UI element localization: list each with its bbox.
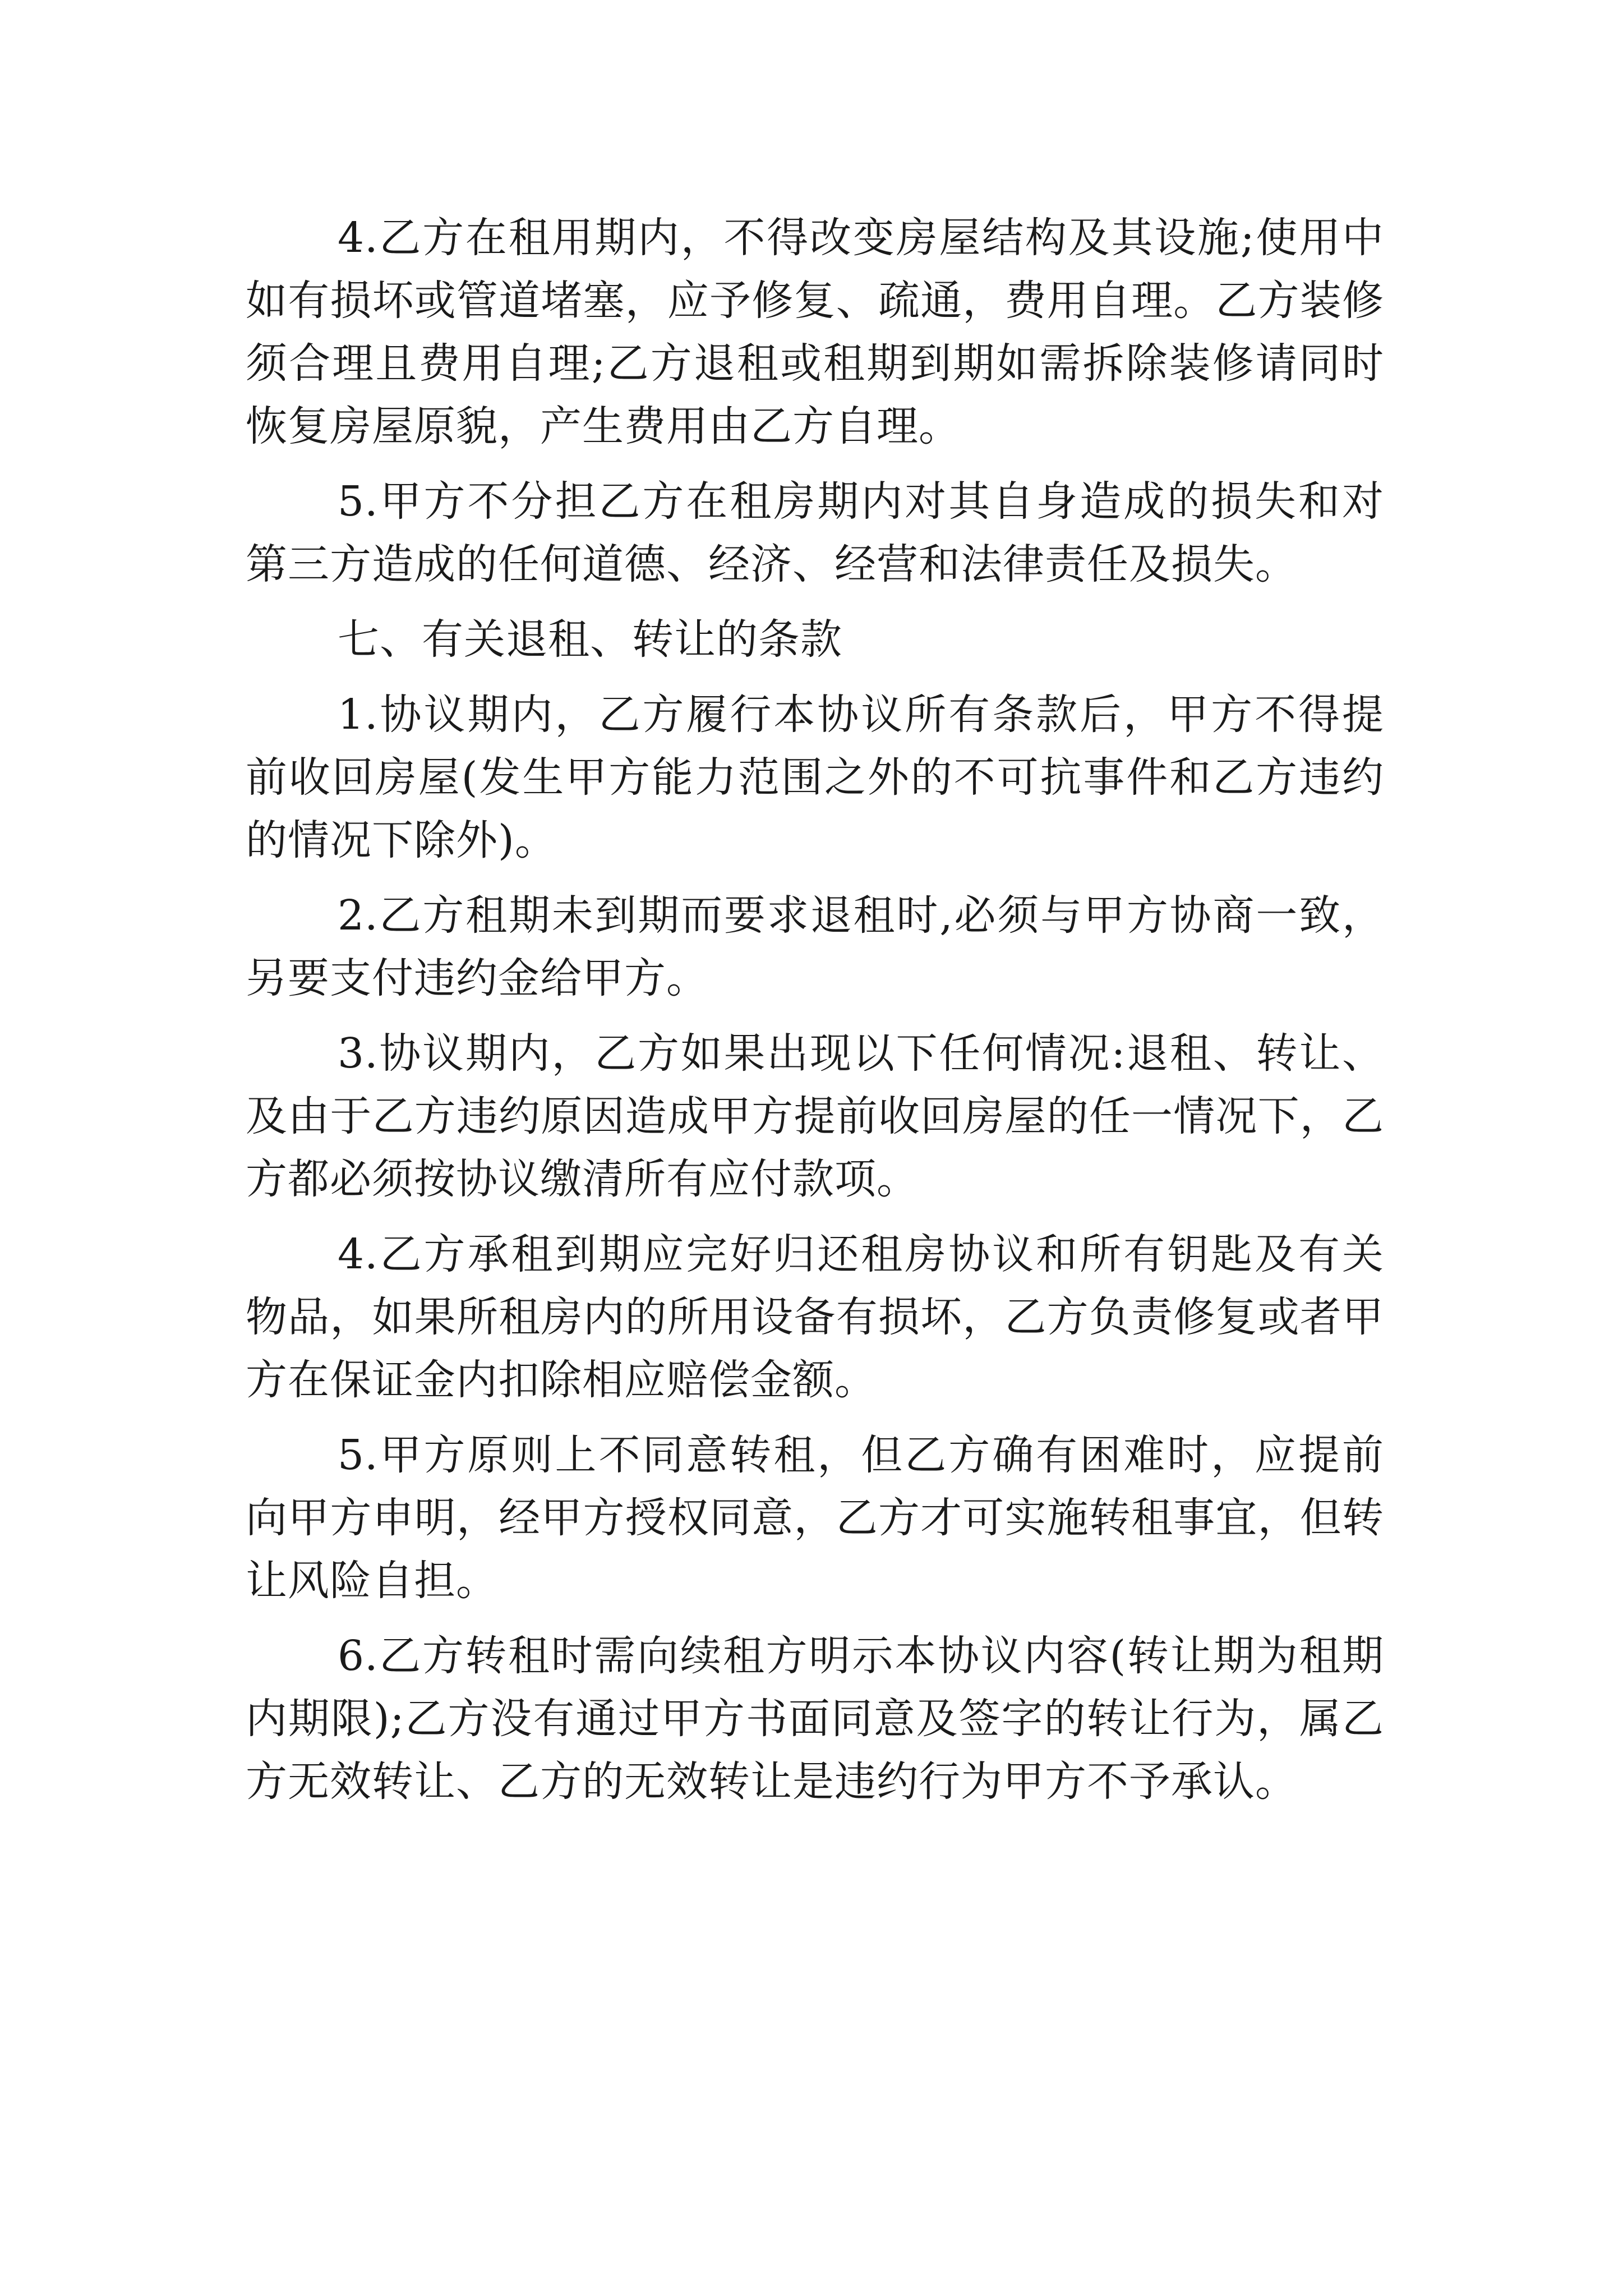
clause-7-4: 4.乙方承租到期应完好归还租房协议和所有钥匙及有关物品，如果所租房内的所用设备有损坏，乙方负责修复或者甲方在保证金内扣除相应赔偿金额。	[246, 1230, 1384, 1404]
document-body	[246, 206, 1384, 1825]
clause-7-3: 3.协议期内，乙方如果出现以下任何情况:退租、转让、及由于乙方违约原因造成甲方提前收回房屋的任一情况下，乙方都必须按协议缴清所有应付款项。	[246, 1029, 1384, 1203]
section-heading-7: 七、有关退租、转让的条款	[338, 615, 842, 664]
clause-6-4: 4.乙方在租用期内，不得改变房屋结构及其设施;使用中如有损坏或管道堵塞，应予修复、疏通，费用自理。乙方装修须合理且费用自理;乙方退租或租期到期如需拆除装修请同时恢复房屋原貌，产生费用由乙方自理。	[246, 214, 1384, 450]
clause-7-6: 6.乙方转租时需向续租方明示本协议内容(转让期为租期内期限);乙方没有通过甲方书面同意及签字的转让行为，属乙方无效转让、乙方的无效转让是违约行为甲方不予承认。	[246, 1632, 1384, 1806]
clause-7-2: 2.乙方租期未到期而要求退租时,必须与甲方协商一致，另要支付违约金给甲方。	[246, 891, 1384, 1002]
clause-6-5: 5.甲方不分担乙方在租房期内对其自身造成的损失和对第三方造成的任何道德、经济、经营和法律责任及损失。	[246, 477, 1384, 588]
clause-7-1: 1.协议期内，乙方履行本协议所有条款后，甲方不得提前收回房屋(发生甲方能力范围之外的不可抗事件和乙方违约的情况下除外)。	[246, 691, 1384, 864]
clause-7-5: 5.甲方原则上不同意转租，但乙方确有困难时，应提前向甲方申明，经甲方授权同意，乙方才可实施转租事宜，但转让风险自担。	[246, 1431, 1384, 1605]
